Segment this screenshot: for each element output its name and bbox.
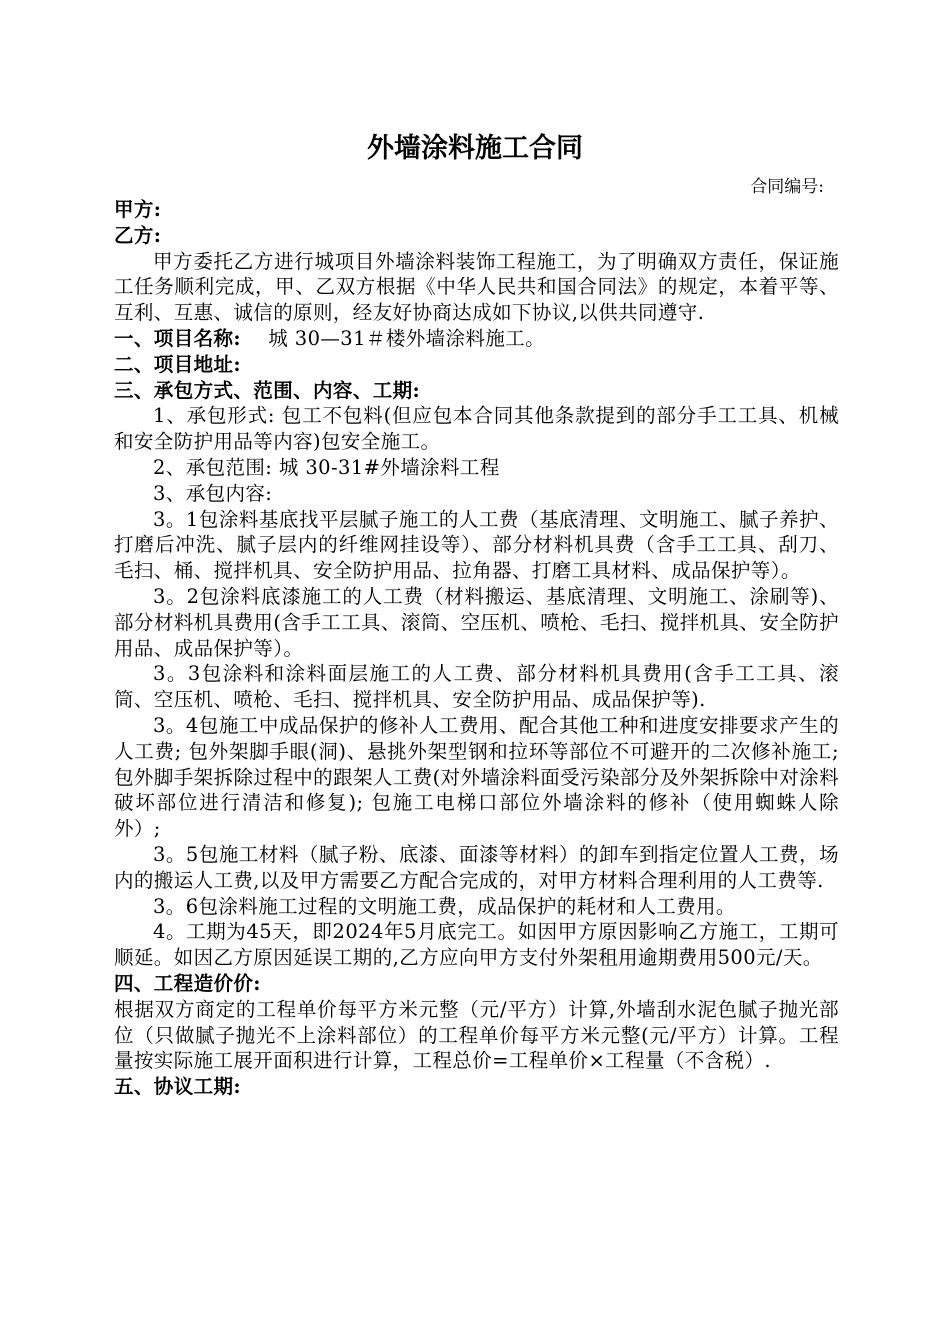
section-2-heading: 二、项目地址: [114,352,241,376]
section-project-name [114,326,839,352]
section-4-heading: 四、工程造价价: [114,971,261,995]
contract-number-label: 合同编号: [750,177,824,197]
clause-3-3: 3。3包涂料和涂料面层施工的人工费、部分材料机具费用(含手工工具、滚筒、空压机、喷枪、毛扫、搅拌机具、安全防护用品、成品保护等). [114,662,839,712]
clause-1: 1、承包形式: 包工不包料(但应包本合同其他条款提到的部分手工工具、机械和安全防护用品等内容)包安全施工。 [114,404,839,454]
clause-3-4: 3。4包施工中成品保护的修补人工费用、配合其他工种和进度安排要求产生的人工费; 包外架脚手眼(洞)、悬挑外架型钢和拉环等部位不可避开的二次修补施工; 包外脚手架拆除过程中的跟架人工费(对外墙涂料面受污染部分及外架拆除中对涂料破坏部位进行清洁和修复); 包施工电梯口部位外墙涂料的修补（使用蜘蛛人除外）; [114,713,839,841]
intro-paragraph: 甲方委托乙方进行城项目外墙涂料装饰工程施工，为了明确双方责任，保证施工任务顺利完成，甲、乙双方根据《中华人民共和国合同法》的规定，本着平等、互利、互惠、诚信的原则，经友好协商达成如下协议,以供共同遵守. [114,249,839,325]
clause-3-5: 3。5包施工材料（腻子粉、底漆、面漆等材料）的卸车到指定位置人工费，场内的搬运人工费,以及甲方需要乙方配合完成的，对甲方材料合理利用的人工费等. [114,842,839,892]
party-b-label: 乙方: [114,223,162,247]
price-paragraph: 根据双方商定的工程单价每平方米元整（元/平方）计算,外墙刮水泥色腻子抛光部位（只做腻子抛光不上涂料部位）的工程单价每平方米元整(元/平方）计算。工程量按实际施工展开面积进行计算，工程总价=工程单价×工程量（不含税）. [114,997,839,1073]
clause-2: 2、承包范围: 城 30-31#外墙涂料工程 [153,455,500,479]
clause-3-6: 3。6包涂料施工过程的文明施工费，成品保护的耗材和人工费用。 [153,894,736,918]
clause-3-2: 3。2包涂料底漆施工的人工费（材料搬运、基底清理、文明施工、涂刷等)、部分材料机具费用(含手工工具、滚筒、空压机、喷枪、毛扫、搅拌机具、安全防护用品、成品保护等）。 [114,584,839,660]
contract-body [114,197,839,1100]
clause-3: 3、承包内容: [153,481,273,505]
section-1-heading: 一、项目名称: [114,326,241,350]
section-3-heading: 三、承包方式、范围、内容、工期: [114,378,421,402]
document-title: 外墙涂料施工合同 [367,133,583,164]
party-a-label: 甲方: [114,198,162,221]
project-name-value: 城 30—31＃楼外墙涂料施工。 [268,326,546,350]
clause-3-1: 3。1包涂料基底找平层腻子施工的人工费（基底清理、文明施工、腻子养护、打磨后冲洗、腻子层内的纤维网挂设等）、部分材料机具费（含手工工具、刮刀、毛扫、桶、搅拌机具、安全防护用品、拉角器、打磨工具材料、成品保护等）。 [114,507,839,583]
section-5-heading: 五、协议工期: [114,1075,241,1099]
clause-4: 4。工期为45天，即2024年5月底完工。如因甲方原因影响乙方施工，工期可顺延。如因乙方原因延误工期的,乙方应向甲方支付外架租用逾期费用500元/天。 [114,920,839,970]
